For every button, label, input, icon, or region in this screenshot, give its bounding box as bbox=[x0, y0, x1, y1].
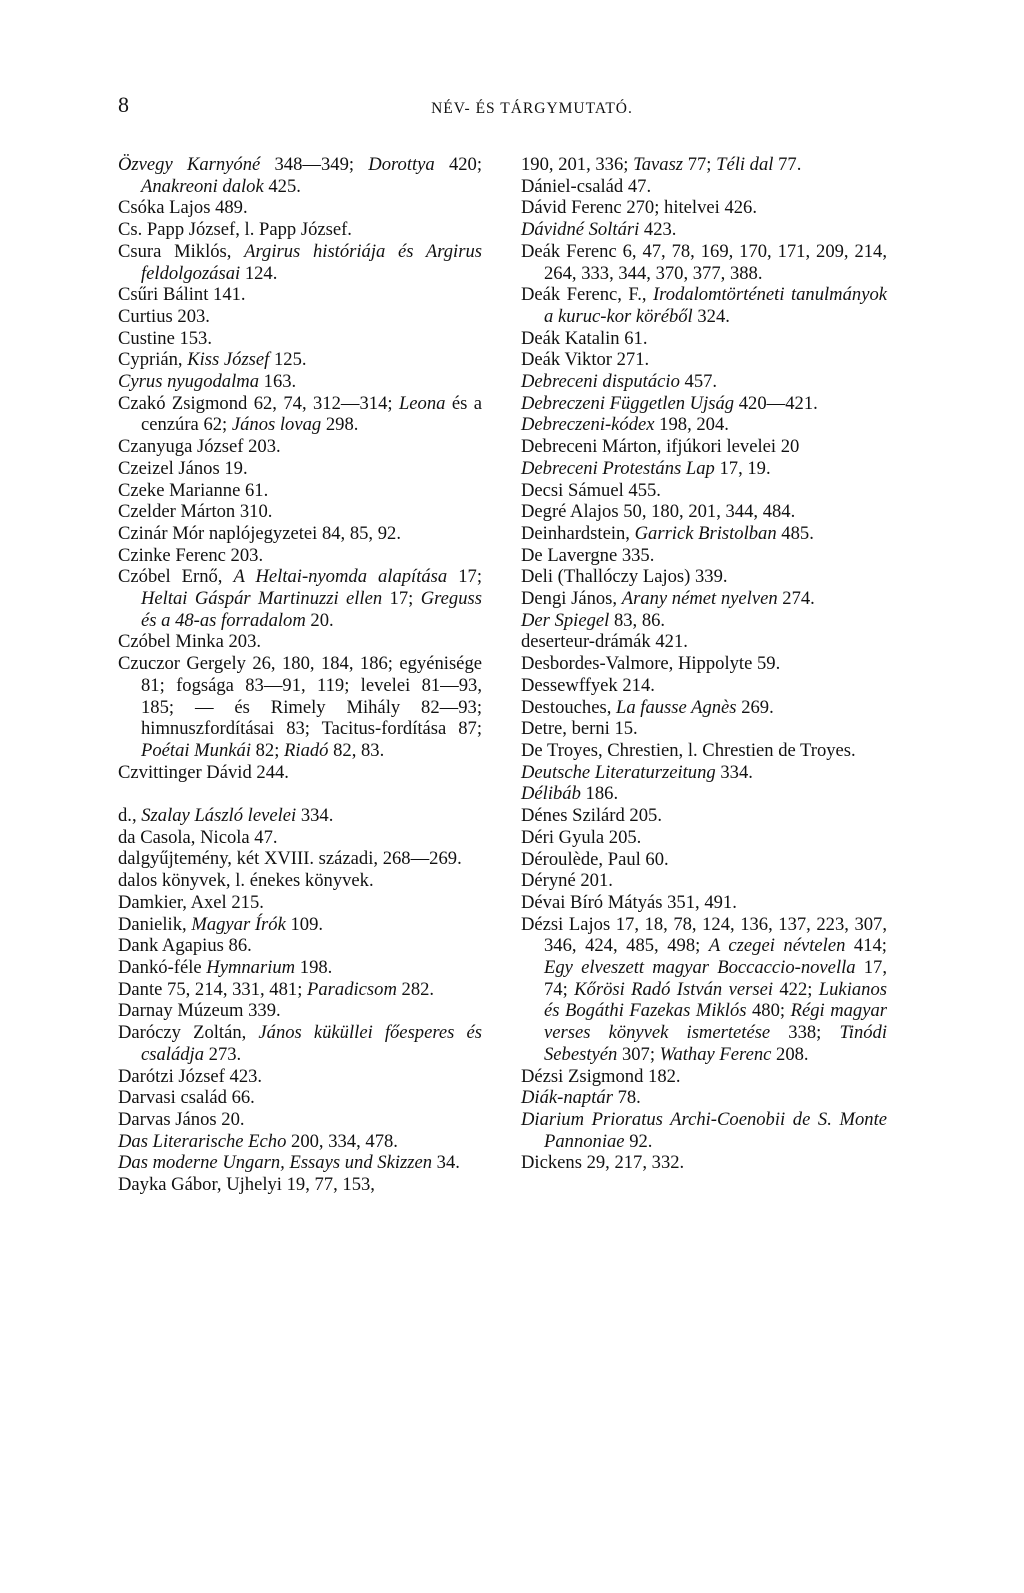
index-entry: Daróczy Zoltán, János küküllei főesperes és családja 273. bbox=[118, 1022, 482, 1065]
index-entry: Dengi János, Arany német nyelven 274. bbox=[521, 588, 815, 610]
index-entry: Deli (Thallóczy Lajos) 339. bbox=[521, 566, 728, 588]
index-entry: Csóka Lajos 489. bbox=[118, 197, 248, 219]
index-entry: 190, 201, 336; Tavasz 77; Téli dal 77. bbox=[521, 154, 802, 175]
index-entry: Csura Miklós, Argirus históriája és Argirus feldolgozásai 124. bbox=[118, 240, 482, 284]
index-entry: Dessewffyek 214. bbox=[521, 674, 655, 696]
index-entry: Czinke Ferenc 203. bbox=[118, 544, 264, 566]
index-entry: Debreczeni-kódex 198, 204. bbox=[521, 414, 729, 436]
index-entry: Dávid Ferenc 270; hitelvei 426. bbox=[521, 197, 757, 219]
index-entry: Dank Agapius 86. bbox=[118, 935, 252, 957]
index-entry: Degré Alajos 50, 180, 201, 344, 484. bbox=[521, 501, 796, 523]
index-entry: Déri Gyula 205. bbox=[521, 826, 642, 848]
index-entry: Csűri Bálint 141. bbox=[118, 284, 246, 306]
index-entry: Cs. Papp József, l. Papp József. bbox=[118, 219, 352, 241]
index-entry: deserteur-drámák 421. bbox=[521, 631, 688, 653]
index-entry: Debreceni disputácio 457. bbox=[521, 371, 718, 393]
index-entry: dalgyűjtemény, két XVIII. századi, 268—269. bbox=[118, 848, 462, 870]
index-entry: Das moderne Ungarn, Essays und Skizzen 34. bbox=[118, 1152, 460, 1174]
index-entry: Destouches, La fausse Agnès 269. bbox=[521, 696, 774, 718]
index-column-left bbox=[118, 154, 482, 1196]
index-entry: da Casola, Nicola 47. bbox=[118, 826, 278, 848]
index-entry: Dickens 29, 217, 332. bbox=[521, 1152, 685, 1174]
index-entry: Délibáb 186. bbox=[521, 783, 619, 805]
index-entry: Debreceni Márton, ifjúkori levelei 20 bbox=[521, 436, 800, 458]
index-entry: Dániel-család 47. bbox=[521, 175, 652, 197]
index-entry: De Troyes, Chrestien, l. Chrestien de Troyes. bbox=[521, 739, 856, 761]
page-number: 8 bbox=[118, 92, 129, 117]
index-entry: dalos könyvek, l. énekes könyvek. bbox=[118, 870, 374, 892]
index-entry: Deák Viktor 271. bbox=[521, 349, 650, 371]
index-entry: Dante 75, 214, 331, 481; Paradicsom 282. bbox=[118, 978, 435, 1000]
index-entry: Darvas János 20. bbox=[118, 1108, 245, 1130]
index-entry: Damkier, Axel 215. bbox=[118, 891, 264, 913]
index-entry: Cyrus nyugodalma 163. bbox=[118, 371, 297, 393]
index-entry: Dénes Szilárd 205. bbox=[521, 805, 662, 827]
index-entry: Czóbel Minka 203. bbox=[118, 631, 262, 653]
index-entry: Curtius 203. bbox=[118, 305, 210, 327]
index-entry: Das Literarische Echo 200, 334, 478. bbox=[118, 1130, 398, 1152]
index-entry: Czeizel János 19. bbox=[118, 457, 248, 479]
index-entry: Debreczeni Független Ujság 420—421. bbox=[521, 392, 818, 414]
index-entry: Czanyuga József 203. bbox=[118, 436, 281, 458]
index-entry: Déroulède, Paul 60. bbox=[521, 848, 669, 870]
index-column-right bbox=[521, 154, 887, 1174]
index-entry: Dankó-féle Hymnarium 198. bbox=[118, 957, 333, 978]
index-entry: Özvegy Karnyóné 348—349; Dorottya 420; Anakreoni dalok 425. bbox=[118, 154, 482, 197]
index-entry: Déryné 201. bbox=[521, 870, 613, 892]
index-entry: Dézsi Zsigmond 182. bbox=[521, 1065, 681, 1087]
index-entry: Deák Ferenc 6, 47, 78, 169, 170, 171, 209, 214, 264, 333, 344, 370, 377, 388. bbox=[521, 240, 887, 284]
index-entry: Dávidné Soltári 423. bbox=[521, 219, 677, 241]
index-entry: Custine 153. bbox=[118, 327, 213, 349]
index-entry: Decsi Sámuel 455. bbox=[521, 479, 661, 501]
index-entry: Cyprián, Kiss József 125. bbox=[118, 349, 307, 371]
index-entry: De Lavergne 335. bbox=[521, 544, 655, 566]
index-entry: Czuczor Gergely 26, 180, 184, 186; egyénisége 81; fogsága 83—91, 119; levelei 81—93, 185; — és Rimely Mihály 82—93; himnuszfordításai 83; Tacitus-fordítása 87; Poétai Munkái 82; Riadó 82, 83. bbox=[118, 653, 482, 761]
index-entry: Dézsi Lajos 17, 18, 78, 124, 136, 137, 223, 307, 346, 424, 485, 498; A czegei névtelen 414; Egy elveszett magyar Boccaccio-novella 17, 74; Kőrösi Radó István versei 422; Lukianos és Bogáthi Fazekas Miklós 480; Régi magyar verses könyvek ismertetése 338; Tinódi Sebestyén 307; Wathay Ferenc 208. bbox=[521, 913, 888, 1065]
index-entry: Czakó Zsigmond 62, 74, 312—314; Leona és a cenzúra 62; János lovag 298. bbox=[118, 392, 482, 436]
index-entry: Darvasi család 66. bbox=[118, 1087, 255, 1109]
index-entry: Czeke Marianne 61. bbox=[118, 479, 269, 501]
index-entry: Deák Ferenc, F., Irodalomtörténeti tanulmányok a kuruc-kor köréből 324. bbox=[521, 284, 888, 327]
index-entry: Danielik, Magyar Írók 109. bbox=[118, 913, 324, 935]
index-entry: Desbordes-Valmore, Hippolyte 59. bbox=[521, 653, 781, 675]
index-entry: Czelder Márton 310. bbox=[118, 501, 273, 523]
index-entry: Diák-naptár 78. bbox=[521, 1087, 641, 1109]
index-entry: Czóbel Ernő, A Heltai-nyomda alapítása 17; Heltai Gáspár Martinuzzi ellen 17; Greguss és a 48-as forradalom 20. bbox=[118, 566, 482, 631]
index-entry: Czvittinger Dávid 244. bbox=[118, 761, 289, 783]
index-entry: Der Spiegel 83, 86. bbox=[521, 609, 666, 631]
index-entry: Detre, berni 15. bbox=[521, 718, 638, 740]
index-entry: Deinhardstein, Garrick Bristolban 485. bbox=[521, 522, 814, 544]
index-entry: Dayka Gábor, Ujhelyi 19, 77, 153, bbox=[118, 1174, 375, 1196]
index-entry: Czinár Mór naplójegyzetei 84, 85, 92. bbox=[118, 522, 401, 544]
index-entry: Deutsche Literaturzeitung 334. bbox=[521, 761, 753, 783]
index-entry: Darnay Múzeum 339. bbox=[118, 1000, 281, 1022]
index-entry: Debreceni Protestáns Lap 17, 19. bbox=[521, 457, 771, 479]
index-entry: Darótzi József 423. bbox=[118, 1065, 263, 1087]
index-entry: d., Szalay László levelei 334. bbox=[118, 805, 334, 827]
index-entry: Dévai Bíró Mátyás 351, 491. bbox=[521, 891, 737, 913]
running-head: NÉV- ÉS TÁRGYMUTATÓ. bbox=[431, 100, 633, 117]
index-entry: Diarium Prioratus Archi-Coenobii de S. Monte Pannoniae 92. bbox=[521, 1108, 887, 1152]
index-entry: Deák Katalin 61. bbox=[521, 327, 648, 349]
